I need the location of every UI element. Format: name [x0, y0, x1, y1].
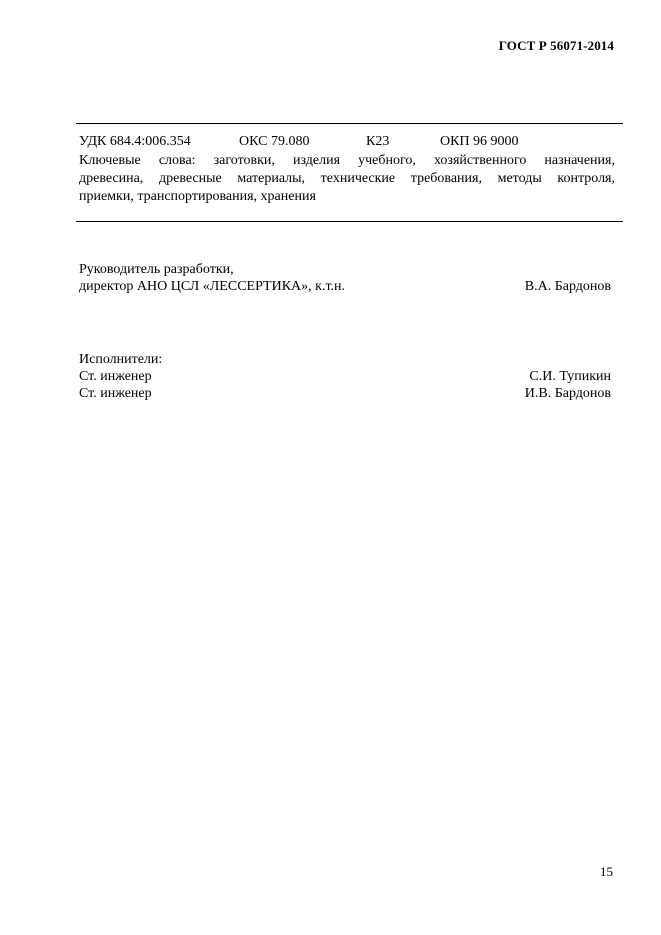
bottom-divider	[76, 221, 623, 222]
standard-code: ГОСТ Р 56071-2014	[498, 38, 614, 53]
classification-codes	[79, 133, 619, 151]
performers	[79, 351, 611, 402]
performer-position: Ст. инженер	[79, 386, 152, 401]
okp-code: ОКП 96 9000	[440, 134, 519, 149]
performer-row	[79, 368, 611, 385]
leader-role-row	[79, 261, 611, 278]
leader-role-line-2: директор АНО ЦСЛ «ЛЕССЕРТИКА», к.т.н.	[79, 279, 346, 294]
development-leader	[79, 261, 611, 295]
performer-row	[79, 385, 611, 402]
oks-code: ОКС 79.080	[239, 134, 310, 149]
keywords-paragraph	[79, 152, 615, 206]
performer-position: Ст. инженер	[79, 369, 152, 384]
page-number: 15	[600, 864, 613, 879]
keywords-line-2: древесина, древесные материалы, технические требования, методы контроля,	[79, 171, 615, 186]
k-code: К23	[366, 134, 390, 149]
leader-name: В.А. Бардонов	[524, 279, 611, 294]
performer-name: С.И. Тупикин	[529, 369, 611, 384]
keywords-line-3: приемки, транспортирования, хранения	[79, 189, 316, 204]
performer-name: И.В. Бардонов	[524, 386, 611, 401]
keywords-line-1: Ключевые слова: заготовки, изделия учебного, хозяйственного назначения,	[79, 153, 615, 168]
performers-heading-row	[79, 351, 611, 368]
top-divider	[76, 123, 623, 124]
leader-role-line-1: Руководитель разработки,	[79, 262, 234, 277]
udk-code: УДК 684.4:006.354	[79, 134, 191, 149]
performers-heading: Исполнители:	[79, 352, 163, 367]
leader-name-row	[79, 278, 611, 295]
